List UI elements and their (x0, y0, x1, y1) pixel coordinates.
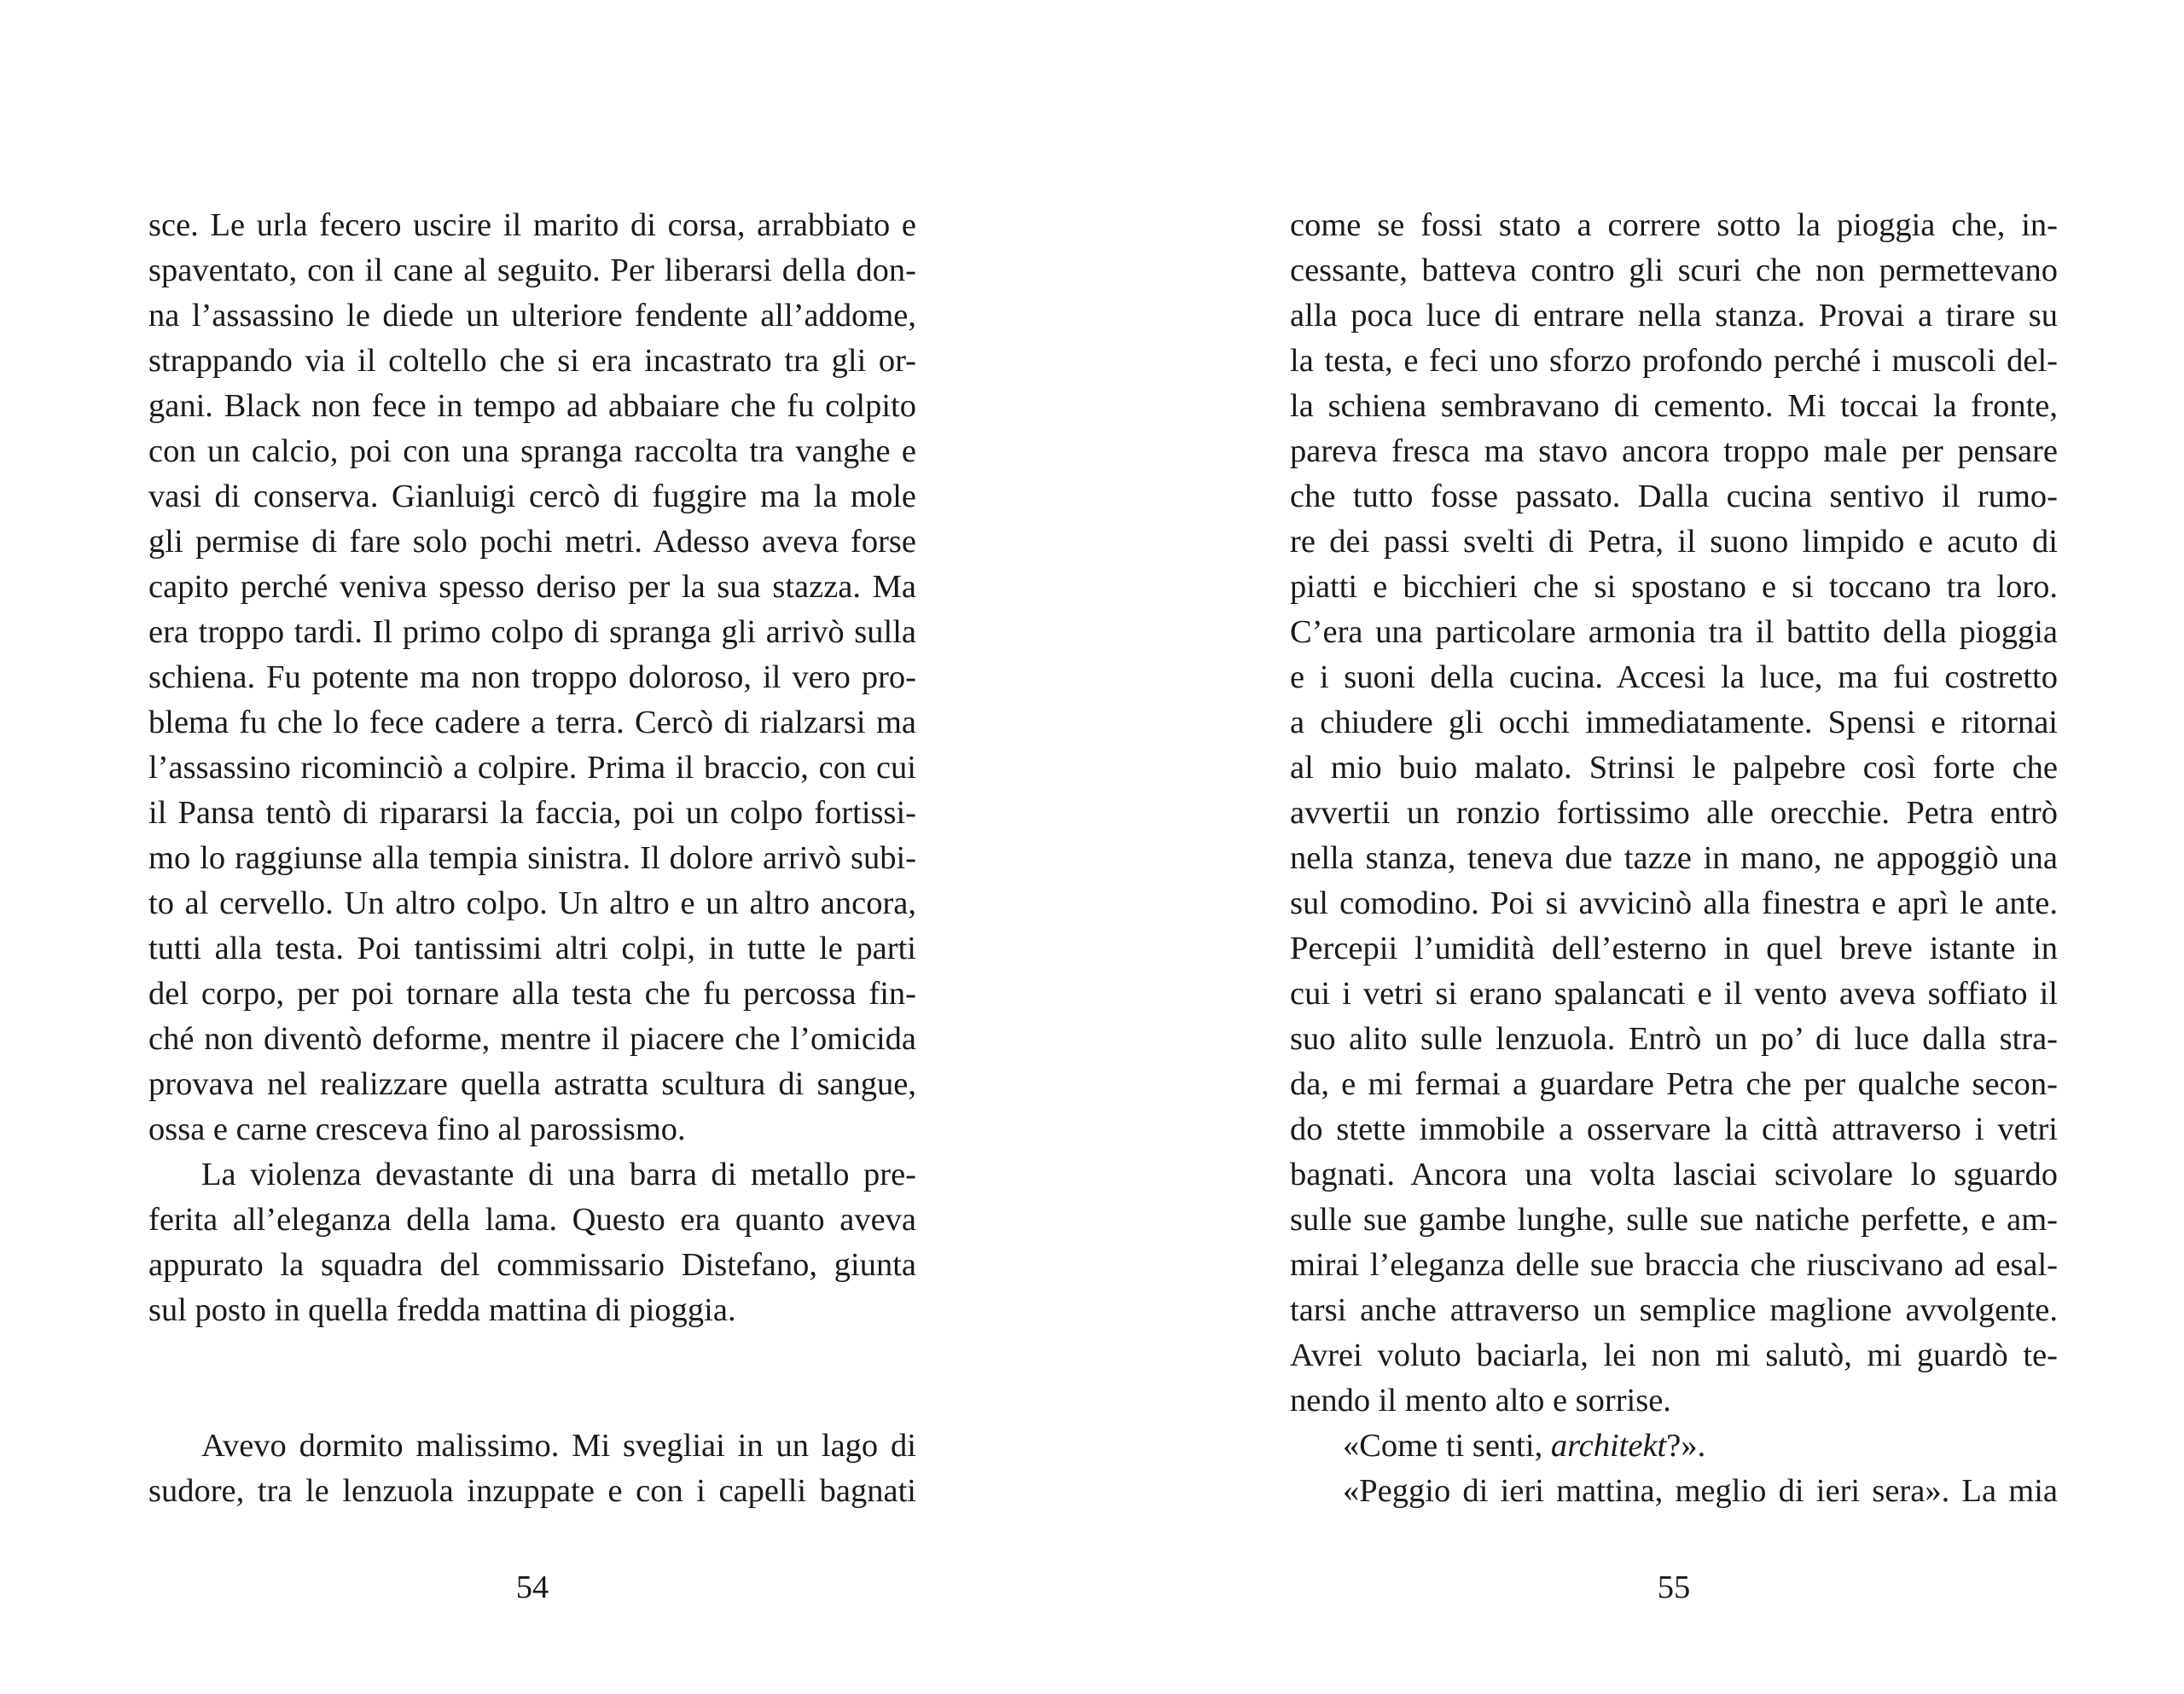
text-line: vasi di conserva. Gianluigi cercò di fuggire ma la mole (148, 479, 916, 514)
text-line: blema fu che lo fece cadere a terra. Cercò di rialzarsi ma (148, 705, 916, 740)
text-line: avvertii un ronzio fortissimo alle orecchie. Petra entrò (1290, 795, 2058, 831)
dialogue-prefix: «Come ti senti, (1343, 1428, 1551, 1464)
text-line: ferita all’eleganza della lama. Questo era quanto aveva (148, 1202, 916, 1238)
text-line: bagnati. Ancora una volta lasciai scivolare lo sguardo (1290, 1157, 2058, 1192)
text-line: sul posto in quella fredda mattina di pioggia. (148, 1292, 736, 1328)
dialogue-line: «Peggio di ieri mattina, meglio di ieri sera». La mia (1343, 1473, 2058, 1509)
text-line: del corpo, per poi tornare alla testa che fu percossa fin- (148, 976, 916, 1012)
text-line: strappando via il coltello che si era incastrato tra gli or- (148, 343, 916, 379)
text-line: sul comodino. Poi si avvicinò alla finestra e aprì le ante. (1290, 885, 2058, 921)
text-line: tarsi anche attraverso un semplice maglione avvolgente. (1290, 1292, 2058, 1328)
dialogue-suffix: ?». (1666, 1428, 1706, 1464)
text-line: Percepii l’umidità dell’esterno in quel breve istante in (1290, 931, 2058, 966)
right-page-body (1290, 203, 2058, 1514)
text-line: Avrei voluto baciarla, lei non mi salutò, mi guardò te- (1290, 1337, 2058, 1373)
text-line: mo lo raggiunse alla tempia sinistra. Il dolore arrivò subi- (148, 840, 916, 876)
text-line: cui i vetri si erano spalancati e il vento aveva soffiato il (1290, 976, 2058, 1012)
text-line: la schiena sembravano di cemento. Mi toccai la fronte, (1290, 388, 2058, 424)
text-line: capito perché veniva spesso deriso per la sua stazza. Ma (148, 569, 916, 605)
text-line: l’assassino ricominciò a colpire. Prima il braccio, con cui (148, 750, 916, 786)
text-line: la testa, e feci uno sforzo profondo perché i muscoli del- (1290, 343, 2058, 379)
left-page-body (148, 203, 916, 1514)
paragraph-first-line: La violenza devastante di una barra di metallo pre- (201, 1157, 916, 1192)
text-line: provava nel realizzare quella astratta scultura di sangue, (148, 1066, 916, 1102)
text-line: che tutto fosse passato. Dalla cucina sentivo il rumo- (1290, 479, 2058, 514)
text-line: re dei passi svelti di Petra, il suono limpido e acuto di (1290, 524, 2058, 560)
text-line: e i suoni della cucina. Accesi la luce, ma fui costretto (1290, 659, 2058, 695)
text-line: sce. Le urla fecero uscire il marito di corsa, arrabbiato e (148, 207, 916, 243)
text-line: mirai l’eleganza delle sue braccia che riuscivano ad esal- (1290, 1247, 2058, 1283)
text-line: C’era una particolare armonia tra il battito della pioggia (1290, 614, 2058, 650)
text-line: cessante, batteva contro gli scuri che non permettevano (1290, 252, 2058, 288)
text-line: na l’assassino le diede un ulteriore fendente all’addome, (148, 298, 916, 334)
text-line: da, e mi fermai a guardare Petra che per qualche secon- (1290, 1066, 2058, 1102)
text-line: appurato la squadra del commissario Distefano, giunta (148, 1247, 916, 1283)
text-line: tutti alla testa. Poi tantissimi altri colpi, in tutte le parti (148, 931, 916, 966)
text-line: a chiudere gli occhi immediatamente. Spensi e ritornai (1290, 705, 2058, 740)
dialogue-line (1290, 1424, 2058, 1469)
right-page (1092, 0, 2184, 1694)
text-line: al mio buio malato. Strinsi le palpebre così forte che (1290, 750, 2058, 786)
paragraph-first-line: Avevo dormito malissimo. Mi svegliai in un lago di (201, 1428, 916, 1464)
text-line: piatti e bicchieri che si spostano e si toccano tra loro. (1290, 569, 2058, 605)
section-break (148, 1378, 916, 1424)
text-line: alla poca luce di entrare nella stanza. Provai a tirare su (1290, 298, 2058, 334)
text-line: suo alito sulle lenzuola. Entrò un po’ di luce dalla stra- (1290, 1021, 2058, 1057)
text-line: ossa e carne cresceva fino al parossismo. (148, 1111, 686, 1147)
text-line: come se fossi stato a correre sotto la pioggia che, in- (1290, 207, 2058, 243)
text-line: nella stanza, teneva due tazze in mano, ne appoggiò una (1290, 840, 2058, 876)
text-line: nendo il mento alto e sorrise. (1290, 1383, 1671, 1418)
text-line: sudore, tra le lenzuola inzuppate e con i capelli bagnati (148, 1473, 916, 1509)
text-line: schiena. Fu potente ma non troppo doloroso, il vero pro- (148, 659, 916, 695)
page-number: 55 (1657, 1569, 1691, 1605)
text-line: il Pansa tentò di ripararsi la faccia, poi un colpo fortissi- (148, 795, 916, 831)
text-line: spaventato, con il cane al seguito. Per liberarsi della don- (148, 252, 916, 288)
text-line: to al cervello. Un altro colpo. Un altro e un altro ancora, (148, 885, 916, 921)
text-line: ché non diventò deforme, mentre il piacere che l’omicida (148, 1021, 916, 1057)
text-line: pareva fresca ma stavo ancora troppo male per pensare (1290, 433, 2058, 469)
section-break (148, 1333, 916, 1378)
text-line: do stette immobile a osservare la città attraverso i vetri (1290, 1111, 2058, 1147)
text-line: con un calcio, poi con una spranga raccolta tra vanghe e (148, 433, 916, 469)
text-line: sulle sue gambe lunghe, sulle sue natiche perfette, e am- (1290, 1202, 2058, 1238)
text-line: era troppo tardi. Il primo colpo di spranga gli arrivò sulla (148, 614, 916, 650)
dialogue-italic-word: architekt (1550, 1428, 1667, 1464)
text-line: gli permise di fare solo pochi metri. Adesso aveva forse (148, 524, 916, 560)
text-line: gani. Black non fece in tempo ad abbaiare che fu colpito (148, 388, 916, 424)
page-number: 54 (515, 1569, 549, 1605)
